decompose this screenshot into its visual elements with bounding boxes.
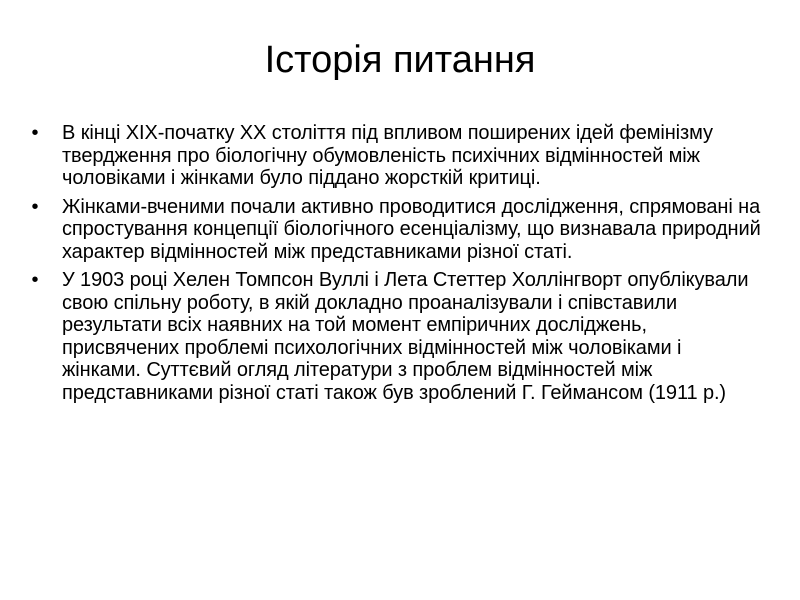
bullet-icon: • <box>31 269 39 291</box>
bullet-icon: • <box>31 122 39 144</box>
bullet-text: В кінці XIX-початку XX століття під впливом поширених ідей фемінізму твердження про біологічну обумовленість психічних відмінностей між чоловіками і жінками було піддано жорсткій критиці. <box>62 122 713 189</box>
bullet-list <box>28 122 763 410</box>
slide-title: Історія питання <box>264 39 536 81</box>
bullet-text: У 1903 році Хелен Томпсон Вуллі і Лета Стеттер Холлінгворт опублікували свою спільну роботу, в якій докладно проаналізували і співставили результати всіх наявних на той момент емпіричних досліджень, присвячених проблемі психологічних відмінностей між чоловіками і жінками. Суттєвий огляд літератури з проблем відмінностей між представниками різної статі також був зроблений Г. Геймансом (1911 р.) <box>62 269 749 404</box>
bullet-item <box>28 122 763 190</box>
bullet-item <box>28 269 763 404</box>
bullet-text: Жінками-вченими почали активно проводитися дослідження, спрямовані на спростування концепції біологічного есенціалізму, що визнавала природний характер відмінностей між представниками різної статі. <box>62 195 761 263</box>
bullet-item <box>28 196 763 264</box>
bullet-icon: • <box>31 195 39 218</box>
